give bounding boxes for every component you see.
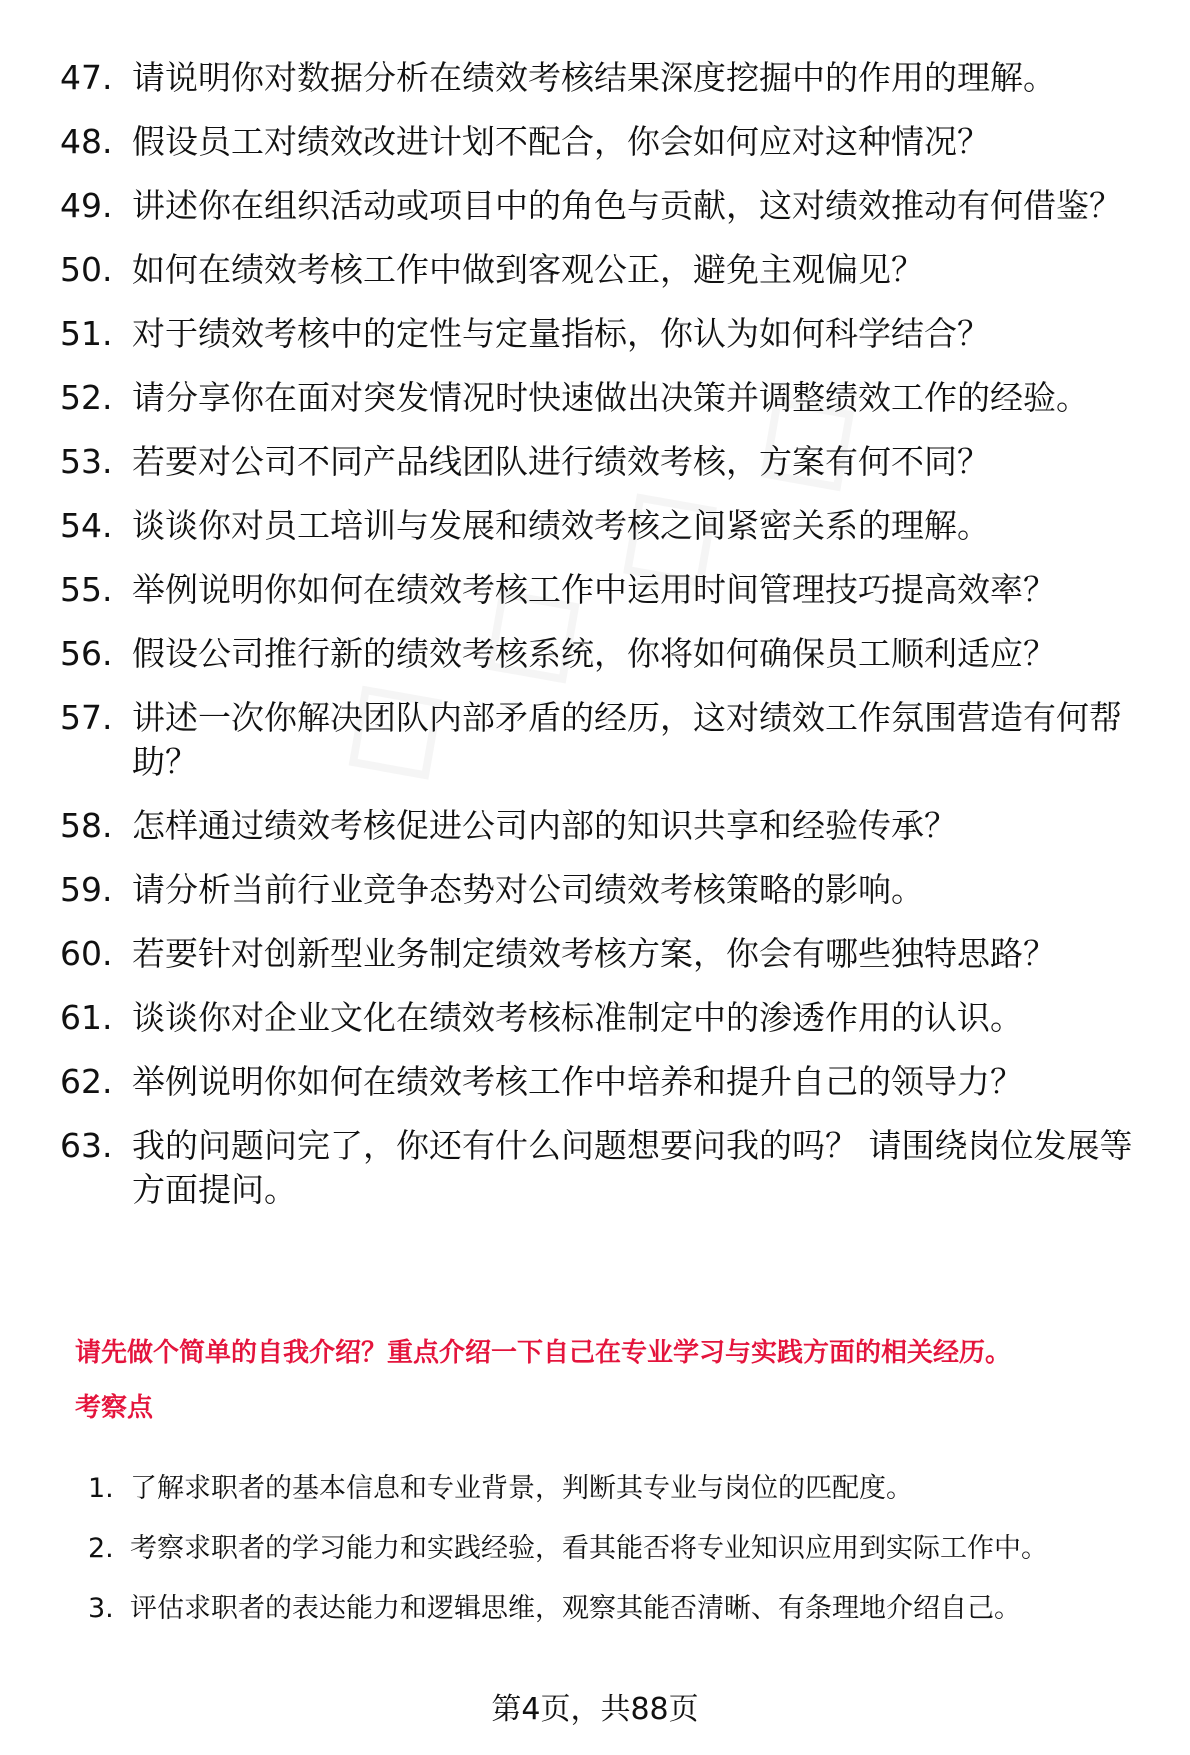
assessment-point xyxy=(88,1530,1168,1568)
question-item xyxy=(60,568,1160,612)
section-label: 考察点 xyxy=(75,1393,154,1423)
question-number: 51. xyxy=(60,314,113,353)
question-number: 62. xyxy=(60,1062,113,1101)
question-number: 58. xyxy=(60,806,113,845)
question-text: 请说明你对数据分析在绩效考核结果深度挖掘中的作用的理解。 xyxy=(132,58,1056,97)
question-number: 48. xyxy=(60,122,113,161)
question-item xyxy=(60,1060,1160,1104)
question-item xyxy=(60,632,1160,676)
question-text: 若要对公司不同产品线团队进行绩效考核，方案有何不同？ xyxy=(132,442,990,481)
question-number: 55. xyxy=(60,570,113,609)
question-number: 60. xyxy=(60,934,113,973)
question-item xyxy=(60,804,1160,848)
question-text: 讲述你在组织活动或项目中的角色与贡献，这对绩效推动有何借鉴？ xyxy=(132,186,1122,225)
question-item xyxy=(60,996,1160,1040)
question-item xyxy=(60,932,1160,976)
question-item xyxy=(60,504,1160,548)
point-number: 3. xyxy=(88,1593,114,1624)
question-number: 49. xyxy=(60,186,113,225)
question-number: 52. xyxy=(60,378,113,417)
point-text: 了解求职者的基本信息和专业背景，判断其专业与岗位的匹配度。 xyxy=(130,1473,913,1504)
question-text: 假设员工对绩效改进计划不配合，你会如何应对这种情况？ xyxy=(132,122,990,161)
assessment-point xyxy=(88,1470,1168,1508)
page-footer: 第4页，共88页 xyxy=(491,1692,699,1727)
question-number: 50. xyxy=(60,250,113,289)
question-number: 59. xyxy=(60,870,113,909)
question-text: 假设公司推行新的绩效考核系统，你将如何确保员工顺利适应？ xyxy=(132,634,1056,673)
point-number: 2. xyxy=(88,1533,114,1564)
question-text: 我的问题问完了，你还有什么问题想要问我的吗？ 请围绕岗位发展等方面提问。 xyxy=(132,1126,1133,1209)
question-number: 63. xyxy=(60,1126,113,1165)
question-text: 请分析当前行业竞争态势对公司绩效考核策略的影响。 xyxy=(132,870,924,909)
intro-question: 请先做个简单的自我介绍？重点介绍一下自己在专业学习与实践方面的相关经历。 xyxy=(75,1338,1012,1368)
question-number: 57. xyxy=(60,698,113,737)
question-number: 61. xyxy=(60,998,113,1037)
question-item xyxy=(60,120,1160,164)
question-text: 谈谈你对员工培训与发展和绩效考核之间紧密关系的理解。 xyxy=(132,506,990,545)
question-number: 56. xyxy=(60,634,113,673)
point-text: 考察求职者的学习能力和实践经验，看其能否将专业知识应用到实际工作中。 xyxy=(130,1533,1048,1564)
question-text: 举例说明你如何在绩效考核工作中运用时间管理技巧提高效率？ xyxy=(132,570,1056,609)
question-text: 怎样通过绩效考核促进公司内部的知识共享和经验传承？ xyxy=(132,806,957,845)
question-item xyxy=(60,248,1160,292)
question-item xyxy=(60,440,1160,484)
assessment-points xyxy=(88,1470,1168,1650)
question-number: 53. xyxy=(60,442,113,481)
question-number: 54. xyxy=(60,506,113,545)
question-item xyxy=(60,312,1160,356)
question-text: 谈谈你对企业文化在绩效考核标准制定中的渗透作用的认识。 xyxy=(132,998,1023,1037)
question-item xyxy=(60,376,1160,420)
question-item xyxy=(60,1124,1160,1212)
question-list xyxy=(60,56,1160,1232)
question-text: 讲述一次你解决团队内部矛盾的经历，这对绩效工作氛围营造有何帮助？ xyxy=(132,698,1122,781)
question-text: 对于绩效考核中的定性与定量指标，你认为如何科学结合？ xyxy=(132,314,990,353)
question-item xyxy=(60,696,1160,784)
question-text: 举例说明你如何在绩效考核工作中培养和提升自己的领导力？ xyxy=(132,1062,1023,1101)
question-text: 请分享你在面对突发情况时快速做出决策并调整绩效工作的经验。 xyxy=(132,378,1089,417)
question-text: 如何在绩效考核工作中做到客观公正，避免主观偏见？ xyxy=(132,250,924,289)
question-number: 47. xyxy=(60,58,113,97)
assessment-point xyxy=(88,1590,1168,1628)
question-item xyxy=(60,56,1160,100)
question-text: 若要针对创新型业务制定绩效考核方案，你会有哪些独特思路？ xyxy=(132,934,1056,973)
question-item xyxy=(60,184,1160,228)
point-text: 评估求职者的表达能力和逻辑思维，观察其能否清晰、有条理地介绍自己。 xyxy=(130,1593,1021,1624)
question-item xyxy=(60,868,1160,912)
point-number: 1. xyxy=(88,1473,114,1504)
